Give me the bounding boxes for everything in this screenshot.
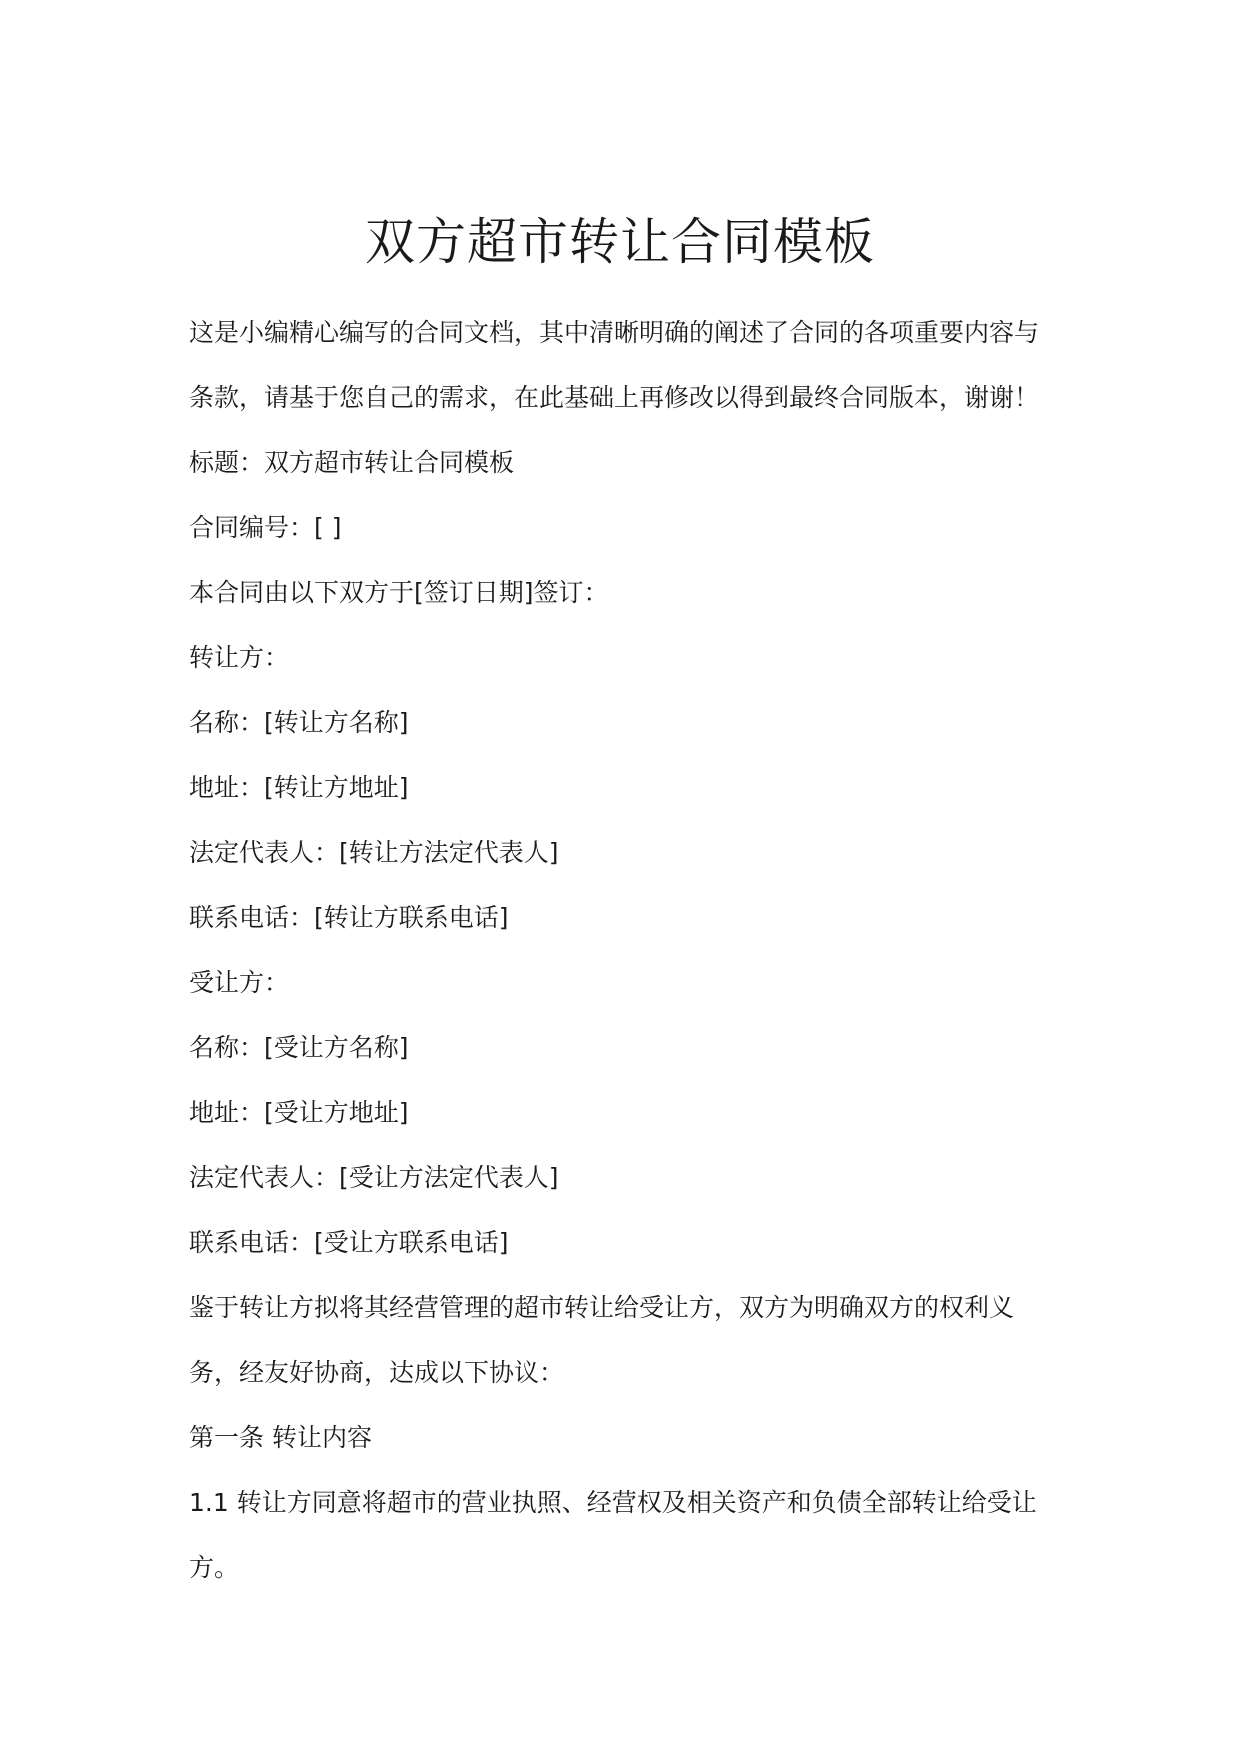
transferor-legal-rep: 法定代表人：[转让方法定代表人]	[189, 838, 559, 867]
intro-line-1: 这是小编精心编写的合同文档，其中清晰明确的阐述了合同的各项重要内容与	[189, 318, 1040, 347]
intro-line-2: 条款，请基于您自己的需求，在此基础上再修改以得到最终合同版本，谢谢！	[189, 383, 1040, 412]
transferee-address: 地址：[受让方地址]	[189, 1098, 409, 1127]
clause-1-1-line-2: 方。	[189, 1553, 240, 1582]
clause-1-1-line-1: 1.1 转让方同意将超市的营业执照、经营权及相关资产和负债全部转让给受让	[189, 1488, 1037, 1517]
title-field: 标题：双方超市转让合同模板	[189, 448, 515, 477]
preamble-line-2: 务，经友好协商，达成以下协议：	[189, 1358, 565, 1387]
transferee-heading: 受让方：	[189, 968, 290, 997]
transferee-name: 名称：[受让方名称]	[189, 1033, 409, 1062]
transferee-phone: 联系电话：[受让方联系电话]	[189, 1228, 509, 1257]
transferor-name: 名称：[转让方名称]	[189, 708, 409, 737]
transferor-phone: 联系电话：[转让方联系电话]	[189, 903, 509, 932]
transferee-legal-rep: 法定代表人：[受让方法定代表人]	[189, 1163, 559, 1192]
article-1-heading: 第一条 转让内容	[189, 1423, 372, 1452]
transferor-address: 地址：[转让方地址]	[189, 773, 409, 802]
document-body	[189, 315, 1049, 1615]
contract-number: 合同编号：[ ]	[189, 513, 342, 542]
transferor-heading: 转让方：	[189, 643, 290, 672]
document-title: 双方超市转让合同模板	[365, 213, 875, 271]
signing-statement: 本合同由以下双方于[签订日期]签订：	[189, 578, 609, 607]
preamble-line-1: 鉴于转让方拟将其经营管理的超市转让给受让方，双方为明确双方的权利义	[189, 1293, 1015, 1322]
